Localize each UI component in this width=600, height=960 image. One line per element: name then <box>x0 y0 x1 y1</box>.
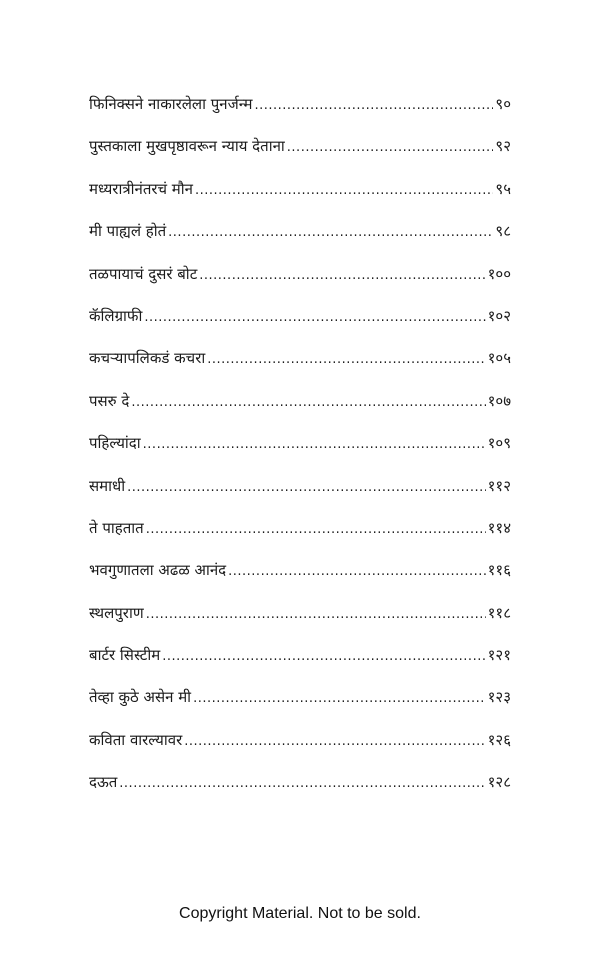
toc-entry-title: कविता वारल्यावर <box>89 730 183 749</box>
toc-entry <box>89 260 511 302</box>
toc-leader-dots <box>195 177 493 205</box>
toc-entry-page: ९५ <box>495 179 511 198</box>
toc-entry <box>89 387 511 429</box>
toc-entry-title: कॅलिग्राफी <box>89 306 143 325</box>
toc-entry-page: ११४ <box>487 518 511 537</box>
toc-leader-dots <box>207 346 485 374</box>
toc-entry-page: १२८ <box>487 773 511 792</box>
toc-entry <box>89 514 511 556</box>
toc-leader-dots <box>143 431 486 459</box>
toc-entry-title: तळपायाचं दुसरं बोट <box>89 264 198 283</box>
toc-leader-dots <box>162 643 485 671</box>
toc-entry-page: १०७ <box>487 391 511 410</box>
toc-entry-page: १०९ <box>487 434 511 453</box>
toc-entry <box>89 344 511 386</box>
toc-entry-page: ९८ <box>495 222 511 241</box>
toc-entry-title: दऊत <box>89 773 118 792</box>
toc-entry-page: ११६ <box>487 561 511 580</box>
toc-entry <box>89 217 511 259</box>
toc-entry <box>89 175 511 217</box>
toc-leader-dots <box>144 304 485 332</box>
toc-entry <box>89 683 511 725</box>
toc-entry-page: ९२ <box>495 137 511 156</box>
toc-entry-title: तेव्हा कुठे असेन मी <box>89 688 192 707</box>
toc-entry <box>89 132 511 174</box>
toc-entry-title: स्थलपुराण <box>89 603 144 622</box>
toc-entry-page: ११२ <box>487 476 511 495</box>
toc-entry-page: १२३ <box>487 688 511 707</box>
toc-entry-title: ते पाहतात <box>89 518 144 537</box>
toc-leader-dots <box>131 389 485 417</box>
toc-entry-title: पहिल्यांदा <box>89 434 141 453</box>
toc-entry-title: समाधी <box>89 476 126 495</box>
toc-entry-page: १२१ <box>487 646 511 665</box>
toc-entry-page: ११८ <box>487 603 511 622</box>
toc-entry-page: १०० <box>487 264 511 283</box>
toc-entry <box>89 90 511 132</box>
toc-leader-dots <box>184 728 485 756</box>
toc-leader-dots <box>127 474 485 502</box>
toc-leader-dots <box>146 516 486 544</box>
toc-leader-dots <box>119 770 485 798</box>
copyright-footer: Copyright Material. Not to be sold. <box>179 905 421 922</box>
toc-entry <box>89 472 511 514</box>
toc-entry-page: १०५ <box>487 349 511 368</box>
toc-entry <box>89 556 511 598</box>
toc-leader-dots <box>199 262 485 290</box>
toc-entry <box>89 599 511 641</box>
toc-entry-title: भवगुणातला अढळ आनंद <box>89 561 227 580</box>
toc-entry-title: पसरु दे <box>89 391 130 410</box>
toc-leader-dots <box>254 92 493 120</box>
toc-leader-dots <box>287 134 494 162</box>
toc-entry-title: बार्टर सिस्टीम <box>89 646 161 665</box>
toc-leader-dots <box>168 219 493 247</box>
toc-entry-title: फिनिक्सने नाकारलेला पुनर्जन्म <box>89 95 253 113</box>
toc-leader-dots <box>146 601 486 629</box>
toc-entry <box>89 768 511 810</box>
toc-entry-title: पुस्तकाला मुखपृष्ठावरून न्याय देताना <box>89 137 285 156</box>
toc-entry-title: मी पाह्यलं होतं <box>89 222 167 241</box>
toc-entry <box>89 726 511 768</box>
toc-entry-title: मध्यरात्रीनंतरचं मौन <box>89 179 193 198</box>
toc-entry <box>89 641 511 683</box>
toc-leader-dots <box>193 685 486 713</box>
toc-entry-page: ९० <box>495 95 511 113</box>
toc-entry <box>89 302 511 344</box>
toc-entry <box>89 429 511 471</box>
table-of-contents <box>89 90 511 811</box>
toc-entry-page: १२६ <box>487 730 511 749</box>
toc-leader-dots <box>228 558 485 586</box>
toc-entry-page: १०२ <box>487 306 511 325</box>
toc-entry-title: कचऱ्यापलिकडं कचरा <box>89 349 206 368</box>
